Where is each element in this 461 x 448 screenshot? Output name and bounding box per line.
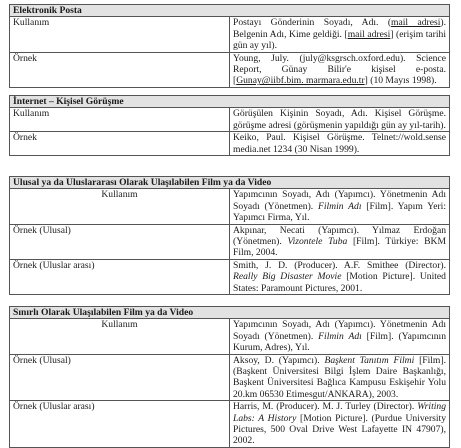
text-segment: [Film]. Türkiye: BKM Film, 2004. (233, 236, 446, 259)
text-segment: [Film]. (Yapımcının Kurum, Adres), Yıl. (233, 330, 447, 354)
section-title: Ulusal ya da Uluslararası Olarak Ulaşılabilen Film ya da Video (10, 177, 450, 189)
row-label: Örnek (Uluslar arası) (10, 259, 230, 294)
row-text (230, 401, 450, 448)
table-row (10, 52, 450, 87)
row-label: Kullanım (10, 319, 230, 354)
row-label: Kullanım (10, 17, 230, 52)
row-text (230, 319, 450, 354)
table-row (10, 354, 450, 401)
text-segment: Yapımcının Soyadı, Adı (Yapımcı). Yönetmenin Adı Soyadı (Yönetmen). (233, 189, 446, 212)
italic-title-text: Başkent Tanıtım Filmi (324, 354, 415, 366)
row-text (230, 17, 450, 52)
text-segment: Aksoy, D. (Yapımcı). (233, 354, 325, 366)
section-title: Sınırlı Olarak Ulaşılabilen Film ya da Video (10, 307, 450, 319)
text-segment: Keiko, Paul. Kişisel Görüşme. Telnet://wold.sense media.net 1234 (30 Nisan 1999). (233, 132, 446, 155)
row-label: Örnek (10, 132, 230, 156)
table-row (10, 224, 450, 259)
email-link-text[interactable]: mail adresi (347, 28, 391, 40)
text-segment: Smith, J. D. (Producer). A.F. Smithee (Director). (233, 259, 446, 271)
row-label: Kullanım (10, 108, 230, 132)
table-header-row (10, 177, 450, 189)
row-label: Örnek (10, 52, 230, 87)
table-row (10, 108, 450, 132)
table-row (10, 259, 450, 294)
text-segment: ] (10 Mayıs 1998). (364, 75, 437, 87)
italic-title-text: Writing Labs: A History (233, 401, 446, 424)
text-segment: [Film]. (Başkent Üniversitesi Bilgi İşlem Daire Başkanlığı, Başkent Üniversitesi Bağlıca Kampusu Eskişehir Yolu 20.km 06530 Etimesgut/ANKARA), 2003. (233, 354, 446, 400)
text-segment: Young, July. (july@ksgrsch.oxford.edu). Science Report, Günay Bilir'e kişisel e-posta. [ (233, 52, 446, 87)
section-title: Elektronik Posta (10, 5, 450, 17)
row-text (230, 354, 450, 401)
text-segment: ] (erişim tarihi gün ay yıl). (233, 28, 446, 52)
row-text (230, 189, 450, 224)
text-segment: ). Belgenin Adı, Kime geldiği. [ (233, 17, 446, 40)
table-row (10, 319, 450, 354)
text-segment: Harris, M. (Producer). M. J. Turley (Director). (233, 401, 418, 413)
row-label: Örnek (Ulusal) (10, 224, 230, 259)
table-header-row (10, 307, 450, 319)
table-header-row (10, 5, 450, 17)
text-segment: Postayı Gönderinin Soyadı, Adı. ( (233, 17, 392, 29)
row-text (230, 259, 450, 294)
italic-title-text: Filmin Adı (318, 330, 362, 342)
italic-title-text: Filmin Adı (317, 200, 362, 212)
text-segment: [Film]. Yapım Yeri: Yapımcı Firma, Yıl. (233, 200, 446, 224)
table-row (10, 17, 450, 52)
table-header-row (10, 96, 450, 108)
row-text (230, 108, 450, 132)
row-text (230, 224, 450, 259)
table-row (10, 401, 450, 448)
row-text (230, 52, 450, 87)
email-link-text[interactable]: mail adresi (391, 17, 441, 29)
table-row (10, 189, 450, 224)
row-label: Kullanım (10, 189, 230, 224)
italic-title-text: Really Big Disaster Movie (233, 271, 342, 283)
citation-table-interview (9, 95, 450, 156)
citation-table-film-limited (9, 306, 450, 448)
row-label: Örnek (Ulusal) (10, 354, 230, 401)
text-segment: Akpınar, Necati (Yapımcı). Yılmaz Erdoğan (Yönetmen). (233, 224, 446, 248)
text-segment: [Motion Picture]. (Purdue University Pictures, 500 Oval Drive West Lafayette IN 47907), 2002. (233, 412, 446, 447)
citation-table-film-national (9, 176, 450, 295)
text-segment: [Motion Picture]. United States: Paramount Pictures, 2001. (233, 271, 446, 294)
text-segment: Görüşülen Kişinin Soyadı, Adı. Kişisel Görüşme. görüşme adresi (görüşmenin yapıldığı gün ay yıl-tarih). (233, 108, 446, 131)
table-row (10, 132, 450, 156)
row-text (230, 132, 450, 156)
email-link-text[interactable]: Gunay@iibf.bim. marmara.edu.tr (236, 75, 365, 87)
row-label: Örnek (Uluslar arası) (10, 401, 230, 448)
italic-title-text: Vizontele Tuba (287, 236, 348, 248)
section-title: İnternet – Kişisel Görüşme (10, 96, 450, 108)
citation-table-email (9, 4, 450, 88)
text-segment: Yapımcının Soyadı, Adı (Yapımcı). Yönetmenin Adı Soyadı (Yönetmen). (233, 319, 446, 342)
